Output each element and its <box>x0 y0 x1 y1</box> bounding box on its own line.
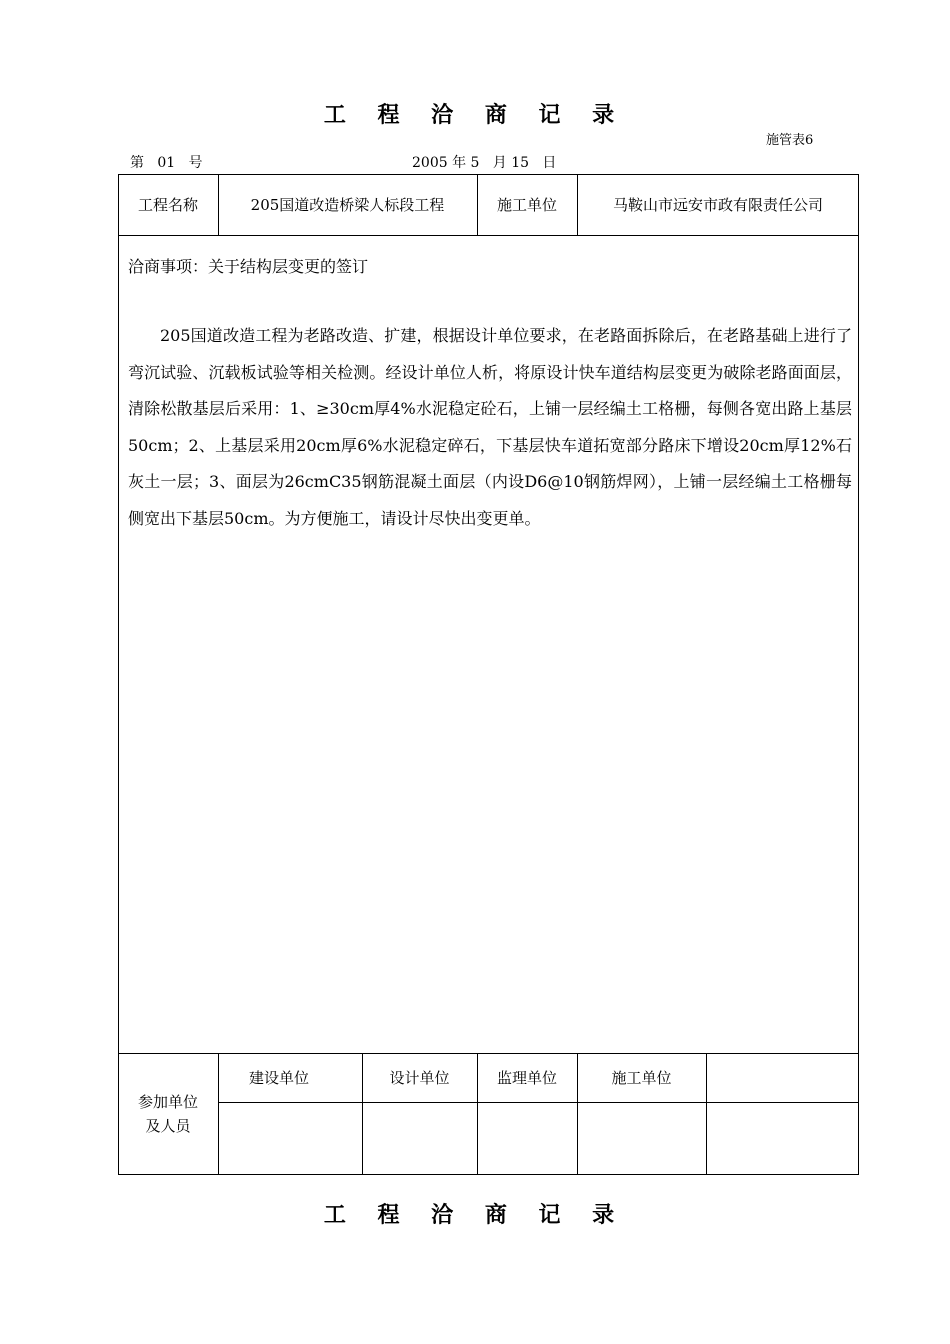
contractor-value: 马鞍山市远安市政有限责任公司 <box>612 196 823 214</box>
participants-label-line2: 及人员 <box>145 1117 191 1135</box>
next-page-title: 工 程 洽 商 记 录 <box>323 1203 627 1228</box>
negotiation-subject: 洽商事项：关于结构层变更的签订 <box>128 257 369 276</box>
column-divider <box>706 1053 707 1175</box>
contractor-label: 施工单位 <box>496 196 557 214</box>
row-divider <box>218 1102 859 1103</box>
sign-unit-contractor: 施工单位 <box>611 1069 672 1087</box>
record-number: 第 01 号 <box>130 155 203 171</box>
sign-unit-designer: 设计单位 <box>389 1069 450 1087</box>
project-name-label: 工程名称 <box>137 196 198 214</box>
sign-unit-supervisor: 监理单位 <box>496 1069 557 1087</box>
participants-label-line1: 参加单位 <box>137 1093 198 1111</box>
row-divider <box>118 235 859 236</box>
project-name-value: 205国道改造桥梁人标段工程 <box>250 196 445 214</box>
negotiation-body: 205国道改造工程为老路改造、扩建，根据设计单位要求，在老路面拆除后，在老路基础上进行了弯沉试验、沉载板试验等相关检测。经设计单位人析，将原设计快车道结构层变更为破除老路面面层，清除松散基层后采用：1、≥30cm厚4%水泥稳定砼石，上铺一层经编土工格栅，每侧各宽出路上基层50cm；2、上基层采用20cm厚6%水泥稳定碎石，下基层快车道拓宽部分路床下增设20cm厚12%石灰土一层；3、面层为26cmC35钢筋混凝土面层（内设D6@10钢筋焊网），上铺一层经编土工格栅每侧宽出下基层50cm。为方便施工，请设计尽快出变更单。 <box>128 326 852 528</box>
record-date: 2005 年 5 月 15 日 <box>412 155 557 171</box>
document-title: 工 程 洽 商 记 录 <box>323 103 627 128</box>
form-code: 施管表6 <box>766 133 814 148</box>
sign-unit-owner: 建设单位 <box>248 1069 309 1087</box>
participants-label <box>118 1053 218 1175</box>
